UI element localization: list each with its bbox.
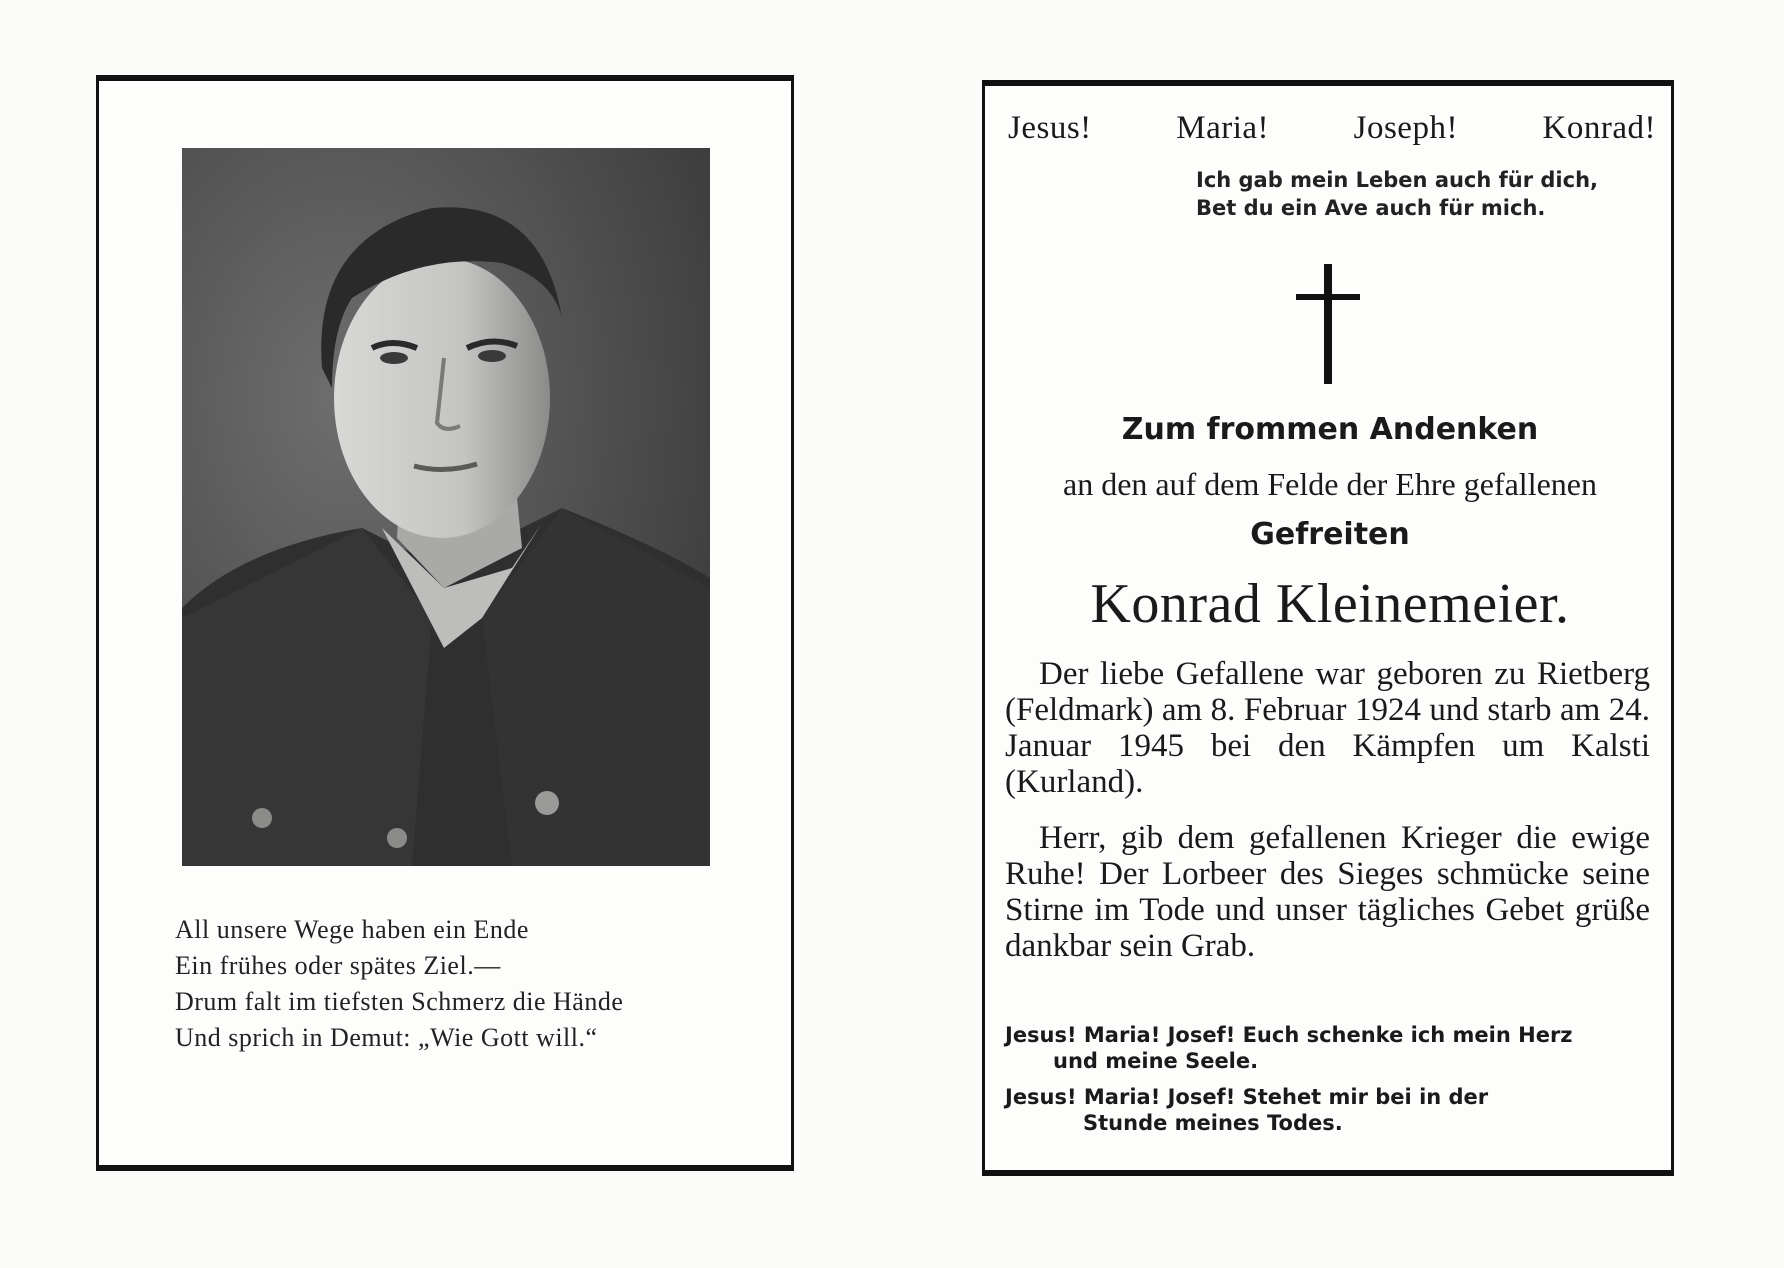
prayer-line: und meine Seele. bbox=[1053, 1049, 1259, 1073]
memorial-poem bbox=[175, 912, 735, 1056]
prayer-paragraph: Herr, gib dem gefallenen Krieger die ewige Ruhe! Der Lorbeer des Sieges schmücke seine Stirne im Tode und unser tägliches Gebet grüße dankbar sein Grab. bbox=[1005, 820, 1650, 964]
poem-line: Und sprich in Demut: „Wie Gott will.“ bbox=[175, 1023, 598, 1052]
memorial-subheading: an den auf dem Felde der Ehre gefallenen bbox=[1063, 466, 1597, 502]
name-joseph: Joseph! bbox=[1353, 110, 1458, 146]
short-prayer bbox=[1005, 1022, 1650, 1074]
verse bbox=[1196, 166, 1656, 222]
cross-icon bbox=[1296, 264, 1360, 384]
holy-names-row bbox=[1008, 110, 1656, 158]
biography-paragraph: Der liebe Gefallene war geboren zu Rietberg (Feldmark) am 8. Februar 1924 und starb am 24. Januar 1945 bei den Kämpfen um Kalsti (Kurland). bbox=[1005, 656, 1650, 800]
portrait-photo bbox=[182, 148, 710, 866]
prayer-line: Jesus! Maria! Josef! Stehet mir bei in der bbox=[1005, 1085, 1489, 1109]
short-prayer bbox=[1005, 1084, 1650, 1136]
military-rank: Gefreiten bbox=[1250, 517, 1410, 552]
verse-line: Bet du ein Ave auch für mich. bbox=[1196, 196, 1546, 220]
memorial-heading: Zum frommen Andenken bbox=[1121, 412, 1539, 447]
name-jesus: Jesus! bbox=[1008, 110, 1092, 146]
verse-line: Ich gab mein Leben auch für dich, bbox=[1196, 168, 1599, 192]
prayer-line: Jesus! Maria! Josef! Euch schenke ich mein Herz bbox=[1005, 1023, 1573, 1047]
poem-line: Ein frühes oder spätes Ziel.— bbox=[175, 951, 501, 980]
prayer-line: Stunde meines Todes. bbox=[1083, 1111, 1343, 1135]
poem-line: All unsere Wege haben ein Ende bbox=[175, 915, 529, 944]
portrait-illustration bbox=[182, 148, 710, 866]
name-konrad: Konrad! bbox=[1542, 110, 1656, 146]
deceased-name: Konrad Kleinemeier. bbox=[1090, 573, 1570, 635]
poem-line: Drum falt im tiefsten Schmerz die Hände bbox=[175, 987, 624, 1016]
name-maria: Maria! bbox=[1176, 110, 1270, 146]
